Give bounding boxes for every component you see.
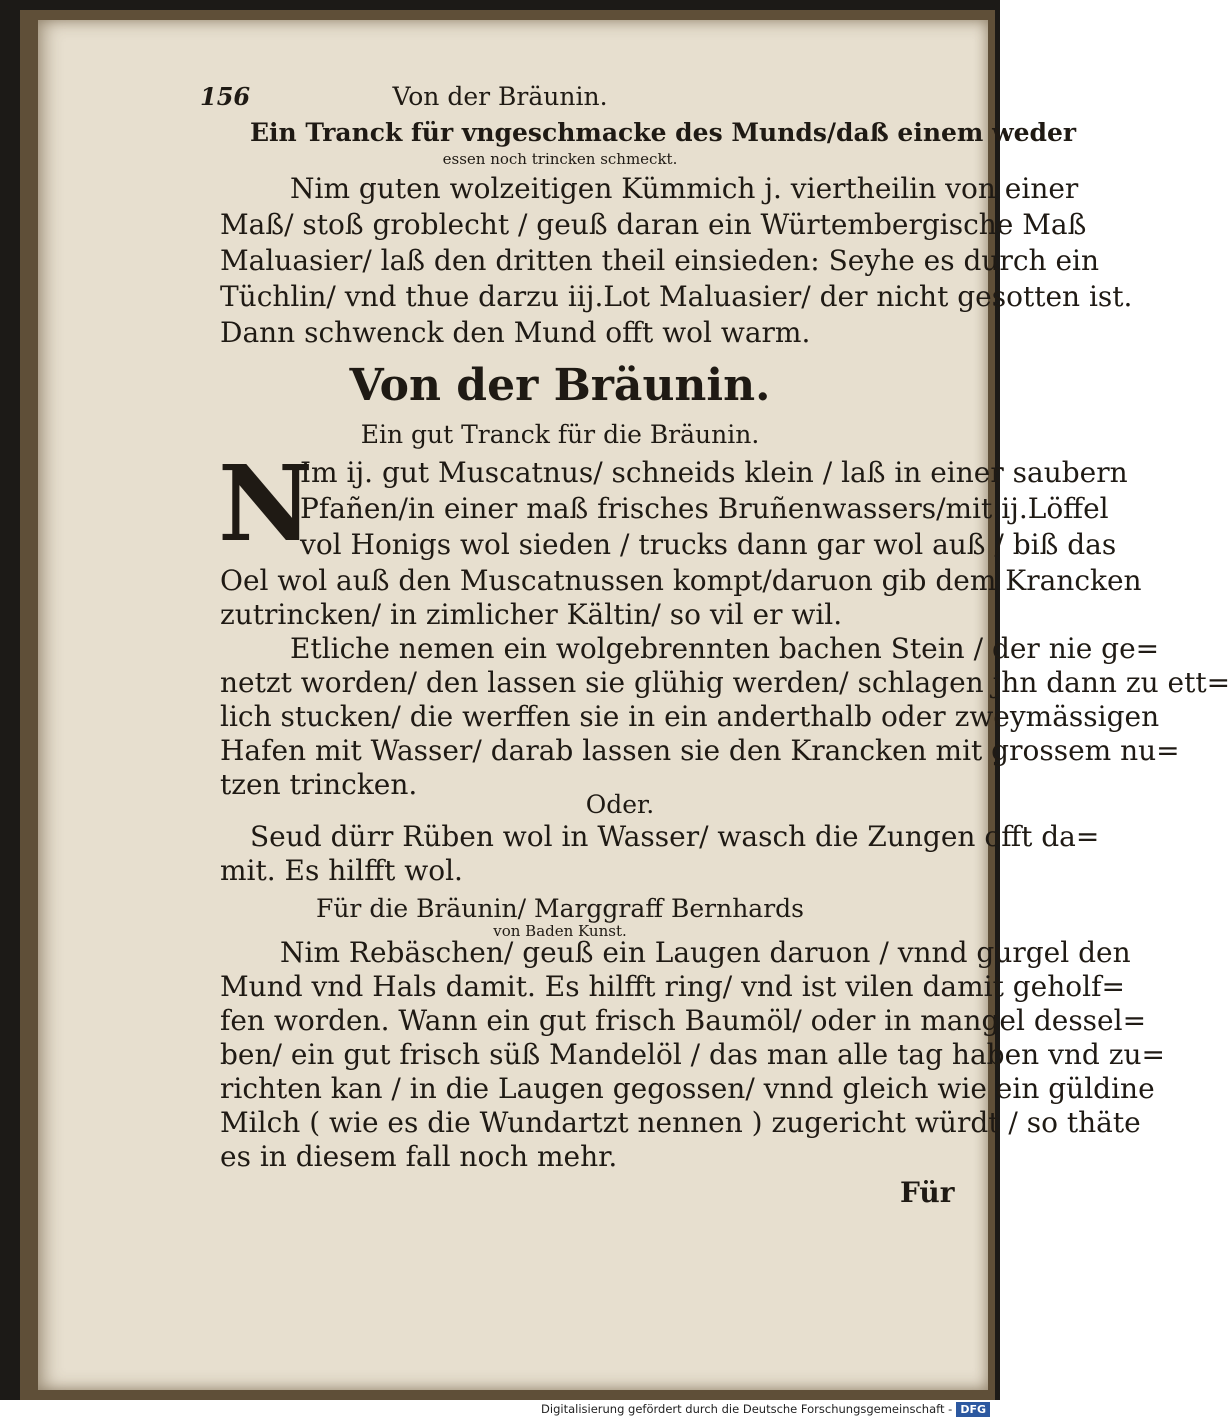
recipe1-title-line1: Ein Tranck für vngeschmacke des Munds/daß einem weder xyxy=(250,118,1077,147)
recipe1-line: Maluasier/ laß den dritten theil einsieden: Seyhe es durch ein xyxy=(220,244,1100,277)
recipe4-line: Mund vnd Hals damit. Es hilfft ring/ vnd ist vilen damit geholf= xyxy=(220,970,1125,1003)
catchword: Für xyxy=(900,1176,955,1209)
recipe2-line: lich stucken/ die werffen sie in ein anderthalb oder zweymässigen xyxy=(220,700,1160,733)
recipe1-line: Maß/ stoß groblecht / geuß daran ein Würtembergische Maß xyxy=(220,208,1087,241)
recipe2-line: Hafen mit Wasser/ darab lassen sie den Krancken mit grossem nu= xyxy=(220,734,1180,767)
recipe4-line: es in diesem fall noch mehr. xyxy=(220,1140,618,1173)
recipe4-line: richten kan / in die Laugen gegossen/ vnnd gleich wie ein güldine xyxy=(220,1072,1155,1105)
oder-heading: Oder. xyxy=(585,790,655,819)
section-title: Von der Bräunin. xyxy=(349,360,771,411)
recipe4-title-line2: von Baden Kunst. xyxy=(493,922,627,940)
recipe2-title: Ein gut Tranck für die Bräunin. xyxy=(360,420,760,449)
recipe1-line: Dann schwenck den Mund offt wol warm. xyxy=(220,316,811,349)
recipe2-line: tzen trincken. xyxy=(220,768,418,801)
recipe2-line: Etliche nemen ein wolgebrennten bachen Stein / der nie ge= xyxy=(290,632,1160,665)
recipe4-line: fen worden. Wann ein gut frisch Baumöl/ oder in mangel dessel= xyxy=(220,1004,1147,1037)
recipe4-title-line1: Für die Bräunin/ Marggraff Bernhards xyxy=(315,894,804,923)
recipe2-line: Im ij. gut Muscatnus/ schneids klein / laß in einer saubern xyxy=(300,456,1128,489)
recipe1-title-line2: essen noch trincken schmeckt. xyxy=(442,150,678,168)
recipe4-line: ben/ ein gut frisch süß Mandelöl / das man alle tag haben vnd zu= xyxy=(220,1038,1165,1071)
recipe1-line: Nim guten wolzeitigen Kümmich j. viertheilin von einer xyxy=(290,172,1079,205)
footer-text: Digitalisierung gefördert durch die Deutsche Forschungsgemeinschaft - xyxy=(541,1402,953,1416)
recipe3-line: mit. Es hilfft wol. xyxy=(220,854,463,887)
recipe2-line: Oel wol auß den Muscatnussen kompt/daruon gib dem Krancken xyxy=(220,564,1142,597)
recipe4-line: Milch ( wie es die Wundartzt nennen ) zugericht würdt / so thäte xyxy=(220,1106,1141,1139)
recipe1-line: Tüchlin/ vnd thue darzu iij.Lot Maluasier/ der nicht gesotten ist. xyxy=(220,280,1133,313)
running-head: Von der Bräunin. xyxy=(392,82,608,111)
recipe3-line: Seud dürr Rüben wol in Wasser/ wasch die Zungen offt da= xyxy=(250,820,1100,853)
drop-cap: N xyxy=(218,442,314,565)
recipe4-line: Nim Rebäschen/ geuß ein Laugen daruon / vnnd gurgel den xyxy=(280,936,1131,969)
digitization-footer xyxy=(0,1402,990,1424)
recipe2-line: vol Honigs wol sieden / trucks dann gar wol auß / biß das xyxy=(300,528,1117,561)
recipe2-line: zutrincken/ in zimlicher Kältin/ so vil er wil. xyxy=(220,598,843,631)
recipe2-line: Pfañen/in einer maß frisches Bruñenwassers/mit ij.Löffel xyxy=(300,492,1109,525)
recipe2-line: netzt worden/ den lassen sie glühig werden/ schlagen jhn dann zu ett= xyxy=(220,666,1230,699)
dfg-logo: DFG xyxy=(956,1402,990,1417)
page-number: 156 xyxy=(200,82,251,111)
